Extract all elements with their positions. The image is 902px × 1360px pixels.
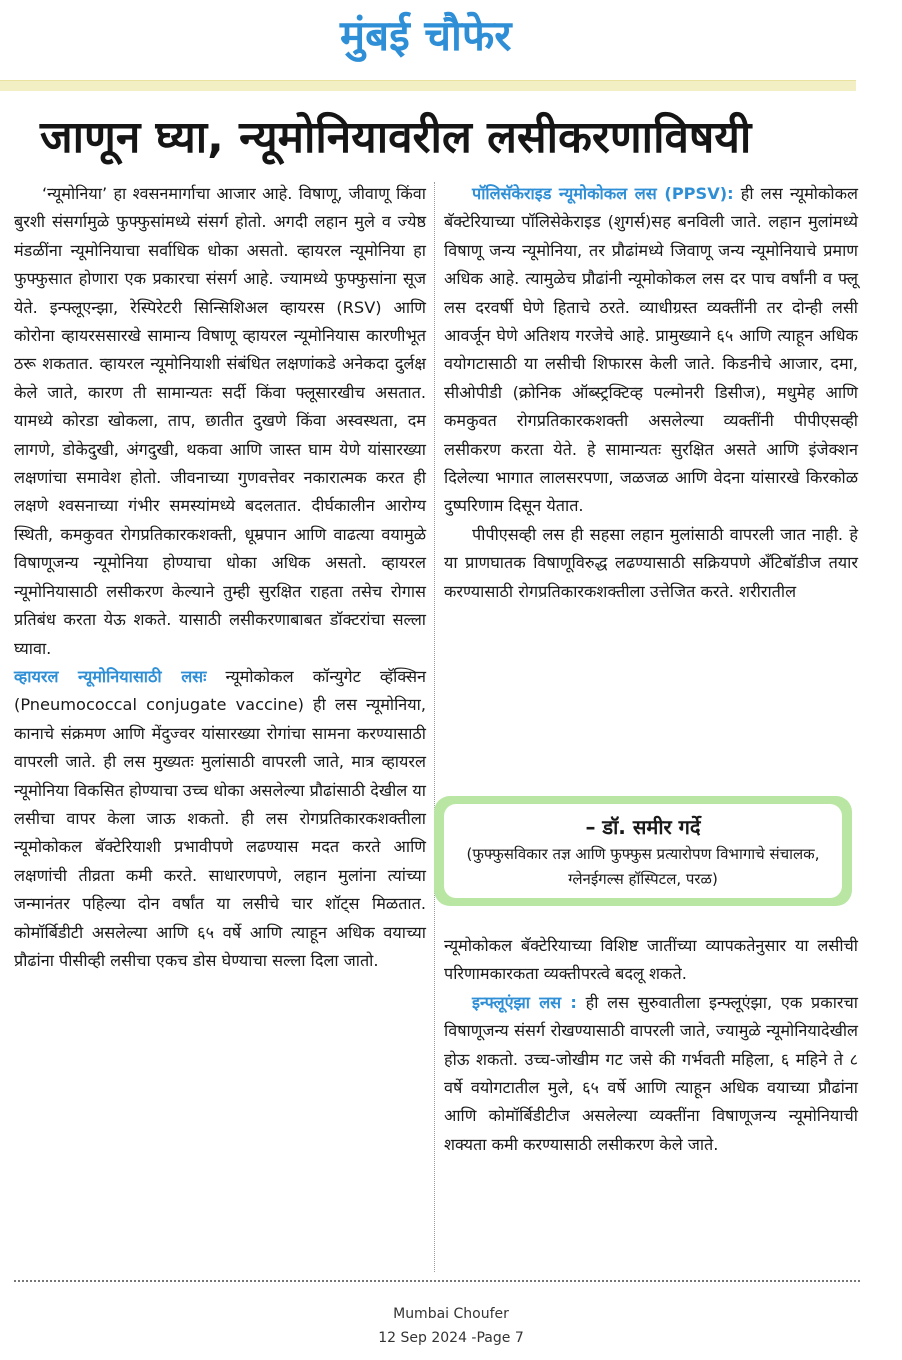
- masthead-title: मुंबई चौफेर: [340, 11, 512, 60]
- right-paragraph-3: न्यूमोकोकल बॅक्टेरियाच्या विशिष्ट जातींच्या व्यापकतेनुसार या लसीची परिणामकारकता व्यक्तीपरत्वे बदलू शकते.: [444, 936, 858, 984]
- right-paragraph-2: पीपीएसव्ही लस ही सहसा लहान मुलांसाठी वापरली जात नाही. हे या प्राणघातक विषाणूविरुद्ध लढण्यासाठी सक्रियपणे अँटिबॉडीज तयार करण्यासाठी रोगप्रतिकारकशक्तीला उत्तेजित करते. शरीरातील: [444, 524, 858, 601]
- right-column-lower: [444, 932, 858, 1159]
- right-paragraph-4: [444, 989, 858, 1159]
- quote-box: [434, 796, 852, 906]
- left-paragraph-2: [14, 663, 426, 975]
- right-paragraph-1-text: ही लस न्यूमोकोकल बॅक्टेरियाच्या पॉलिसेकेराइड (शुगर्स)सह बनविली जाते. लहान मुलांमध्ये विषाणू जन्य न्यूमोनिया, तर प्रौढांमध्ये जिवाणू जन्य न्यूमोनियाचे प्रमाण अधिक आहे. त्यामुळेच प्रौढांनी न्यूमोकोकल लस दर पाच वर्षांनी व फ्लू लस दरवर्षी घेणे हिताचे ठरते. व्याधीग्रस्त व्यक्तींनी तर दोन्ही लसी आवर्जून घेणे अतिशय गरजेचे आहे. प्रामुख्याने ६५ आणि त्याहून अधिक वयोगटासाठी या लसीची शिफारस केली जाते. किडनीचे आजार, दमा, सीओपीडी (क्रोनिक ऑब्स्ट्रक्टिव्ह पल्मोनरी डिसीज), मधुमेह आणि कमकुवत रोगप्रतिकारकशक्ती असलेल्या व्यक्तींनी पीपीएसव्ही लसीकरण करता येते. हे सामान्यतः सुरक्षित असते आणि इंजेक्शन दिलेल्या भागात लालसरपणा, जळजळ आणि वेदना यांसारखे किरकोळ दुष्परिणाम दिसून येतात.: [444, 184, 858, 516]
- left-subhead-viral-vaccine: व्हायरल न्यूमोनियासाठी लसः: [14, 666, 207, 686]
- footer-date-page: 12 Sep 2024 -Page 7: [378, 1330, 524, 1346]
- masthead-band: [0, 80, 856, 91]
- right-column-upper: [444, 180, 858, 606]
- quote-author: – डॉ. समीर गर्दे: [585, 815, 701, 839]
- masthead: [0, 0, 902, 90]
- left-paragraph-2-text: न्यूमोकोकल कॉन्युगेट व्हॅक्सिन (Pneumococcal conjugate vaccine) ही लस न्यूमोनिया, कानाचे संक्रमण आणि मेंदुज्वर यांसारख्या रोगांचा सामना करण्यासाठी वापरली जाते. ही लस मुख्यतः मुलांसाठी वापरली जाते, मात्र व्हायरल न्यूमोनिया विकसित होण्याचा उच्च धोका असलेल्या प्रौढांसाठी देखील या लसीचा वापर केला जाऊ शकतो. ही लस रोगप्रतिकारकशक्तीला न्यूमोकोकल बॅक्टेरियाशी प्रभावीपणे लढण्यास मदत करते आणि लक्षणांची तीव्रता कमी करते. साधारणपणे, लहान मुलांना त्यांच्या जन्मानंतर पहिल्या दोन वर्षांत या लसीचे चार शॉट्स मिळतात. कोमॉर्बिडीटी असलेल्या आणि ६५ वर्षे आणि त्याहून अधिक वयाच्या प्रौढांना पीसीव्ही लसीचा एकच डोस घेण्याचा सल्ला दिला जातो.: [14, 666, 426, 970]
- right-paragraph-1: [444, 180, 858, 521]
- right-paragraph-4-text: ही लस सुरुवातीला इन्फ्लूएंझा, एक प्रकारचा विषाणूजन्य संसर्ग रोखण्यासाठी वापरली जाते, ज्यामुळे न्यूमोनियादेखील होऊ शकतो. उच्च-जोखीम गट जसे की गर्भवती महिला, ६ महिने ते ८ वर्षे वयोगटातील मुले, ६५ वर्षे आणि त्याहून अधिक वयाच्या प्रौढांना आणि कोमॉर्बिडीटीज असलेल्या व्यक्तींना विषाणूजन्य न्यूमोनियाची शक्यता कमी करण्यासाठी लसीकरण केले जाते.: [444, 992, 858, 1154]
- right-subhead-ppsv: पॉलिसॅकेराइड न्यूमोकोकल लस (PPSV):: [472, 184, 734, 203]
- footer-publication: Mumbai Choufer: [393, 1306, 509, 1322]
- left-column: [14, 180, 426, 975]
- quote-inner: [444, 804, 842, 898]
- quote-author-role: (फुफ्फुसविकार तज्ञ आणि फुफ्फुस प्रत्यारोपण विभागाचे संचालक, ग्लेनईगल्स हॉस्पिटल, परळ): [466, 845, 820, 888]
- article-headline: जाणून घ्या, न्यूमोनियावरील लसीकरणाविषयी: [40, 112, 752, 163]
- bottom-divider: [14, 1280, 860, 1282]
- column-divider: [434, 182, 436, 1272]
- left-paragraph-1: ‘न्यूमोनिया’ हा श्वसनमार्गाचा आजार आहे. विषाणू, जीवाणू किंवा बुरशी संसर्गामुळे फुफ्फुसांमध्ये संसर्ग होतो. अगदी लहान मुले व ज्येष्ठ मंडळींना न्यूमोनियाचा सर्वाधिक धोका असतो. व्हायरल न्यूमोनिया हा फुफ्फुसात होणारा एक प्रकारचा संसर्ग आहे. ज्यामध्ये फुफ्फुसांना सूज येते. इन्फ्लूएन्झा, रेस्पिरेटरी सिन्सिशिअल व्हायरस (RSV) आणि कोरोना व्हायरससारखे सामान्य विषाणू व्हायरल न्यूमोनियास कारणीभूत ठरू शकतात. व्हायरल न्यूमोनियाशी संबंधित लक्षणांकडे अनेकदा दुर्लक्ष केले जाते, कारण ती सामान्यतः सर्दी किंवा फ्लूसारखीच असतात. यामध्ये कोरडा खोकला, ताप, छातीत दुखणे किंवा अस्वस्थता, दम लागणे, डोकेदुखी, अंगदुखी, थकवा आणि जास्त घाम येणे यांसारख्या लक्षणांचा समावेश होतो. जीवनाच्या गुणवत्तेवर नकारात्मक करत ही लक्षणे श्वसनाच्या गंभीर समस्यांमध्ये बदलतात. दीर्घकालीन आरोग्य स्थिती, कमकुवत रोगप्रतिकारकशक्ती, धूम्रपान आणि वाढत्या वयामुळे विषाणूजन्य न्यूमोनिया होण्याचा धोका अधिक असतो. व्हायरल न्यूमोनियासाठी लसीकरण केल्याने तुम्ही सुरक्षित राहता तसेच रोगास प्रतिबंध करता येऊ शकते. यासाठी लसीकरणाबाबत डॉक्टरांचा सल्ला घ्यावा.: [14, 184, 426, 658]
- right-subhead-influenza: इन्फ्लूएंझा लस :: [472, 992, 577, 1012]
- page-footer: [0, 1302, 902, 1350]
